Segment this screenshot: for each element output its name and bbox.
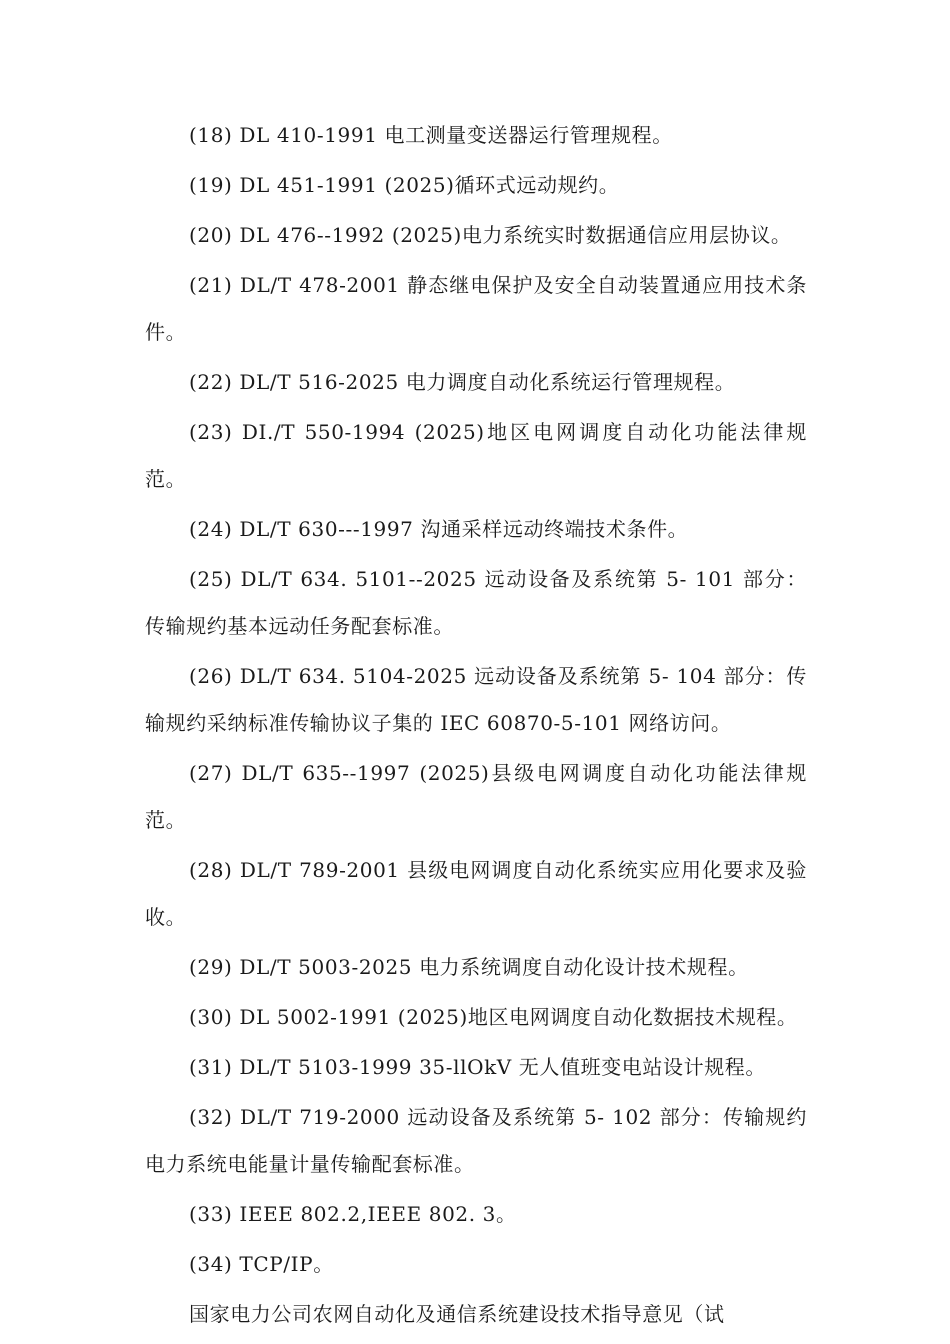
paragraph-18: (18) DL 410-1991 电工测量变送器运行管理规程。 bbox=[189, 123, 673, 147]
paragraph-24: (24) DL/T 630---1997 沟通采样远动终端技术条件。 bbox=[189, 517, 689, 541]
paragraph-22: (22) DL/T 516-2025 电力调度自动化系统运行管理规程。 bbox=[189, 370, 736, 394]
paragraph-guideline-title: 国家电力公司农网自动化及通信系统建设技术指导意见（试 bbox=[189, 1302, 725, 1326]
paragraph-20: (20) DL 476--1992 (2025)电力系统实时数据通信应用层协议。 bbox=[189, 223, 792, 247]
paragraph-26: (26) DL/T 634. 5104-2025 远动设备及系统第 5- 104 部分：传输规约采纳标准传输协议子集的 IEC 60870-5-101 网络访问。 bbox=[145, 664, 807, 735]
paragraph-21: (21) DL/T 478-2001 静态继电保护及安全自动装置通应用技术条件。 bbox=[145, 273, 807, 344]
paragraph-27: (27) DL/T 635--1997 (2025)县级电网调度自动化功能法律规范。 bbox=[145, 761, 807, 832]
paragraph-33: (33) IEEE 802.2,IEEE 802. 3。 bbox=[189, 1202, 517, 1226]
paragraph-19: (19) DL 451-1991 (2025)循环式远动规约。 bbox=[189, 173, 620, 197]
paragraph-31: (31) DL/T 5103-1999 35-llOkV 无人值班变电站设计规程。 bbox=[189, 1055, 766, 1079]
paragraph-32: (32) DL/T 719-2000 远动设备及系统第 5- 102 部分：传输规约电力系统电能量计量传输配套标准。 bbox=[145, 1105, 807, 1176]
paragraph-29: (29) DL/T 5003-2025 电力系统调度自动化设计技术规程。 bbox=[189, 955, 749, 979]
paragraph-30: (30) DL 5002-1991 (2025)地区电网调度自动化数据技术规程。 bbox=[189, 1005, 798, 1029]
paragraph-23: (23) DI./T 550-1994 (2025)地区电网调度自动化功能法律规范。 bbox=[145, 420, 807, 491]
document-body bbox=[145, 112, 807, 1341]
paragraph-34: (34) TCP/IP。 bbox=[189, 1252, 334, 1276]
paragraph-28: (28) DL/T 789-2001 县级电网调度自动化系统实应用化要求及验收。 bbox=[145, 858, 807, 929]
paragraph-25: (25) DL/T 634. 5101--2025 远动设备及系统第 5- 101 部分：传输规约基本远动任务配套标准。 bbox=[145, 567, 807, 638]
